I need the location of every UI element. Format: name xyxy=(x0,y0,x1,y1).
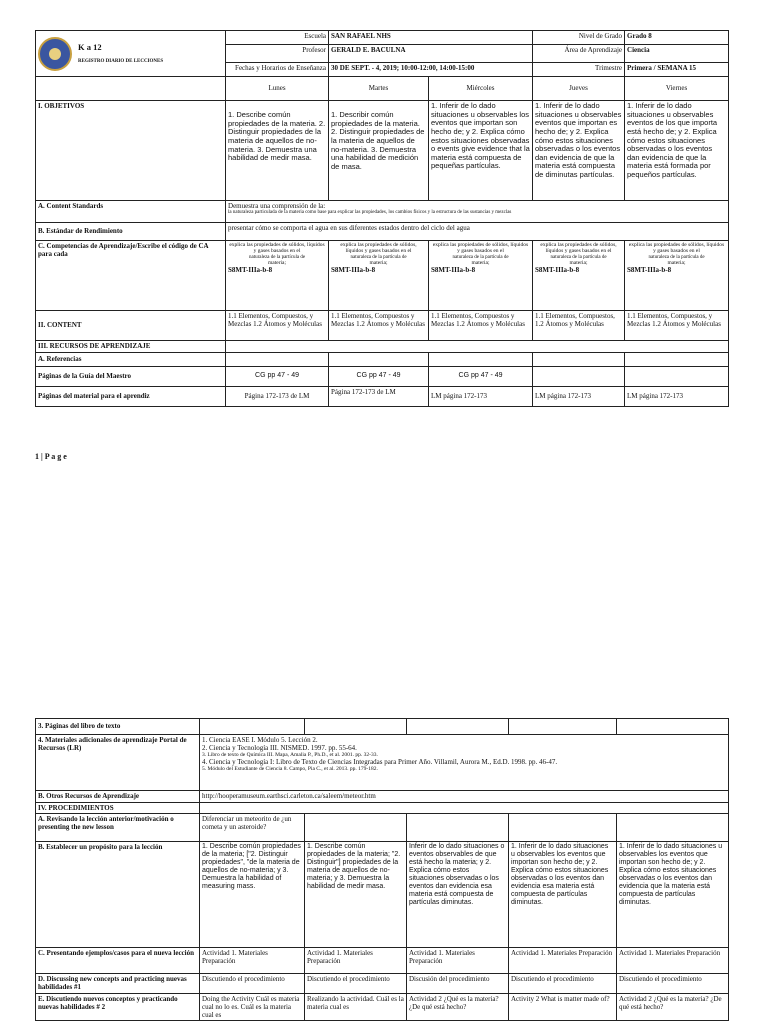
objective-thu: 1. Inferir de lo dado situaciones u observables eventos que importan es hecho de; y 2. Explica cómo estos situaciones observadas o los eventos dan evidencia de que la materia está compuesta de diminutas partículas. xyxy=(533,101,625,201)
objective-tue: 1. Describir común propiedades de la materia. 2. Distinguir propiedades de la materia de aquellos de no-materia. 3. Demuestra una habilidad de medición de masa. xyxy=(329,101,429,201)
teacher-label: Profesor xyxy=(226,45,329,63)
school-value: SAN RAFAEL NHS xyxy=(329,31,533,45)
competency-tail: materia; xyxy=(569,260,588,267)
rv-thu xyxy=(509,814,617,842)
discuss-thu: Discutiendo el procedimiento xyxy=(509,974,617,994)
content-label: II. CONTENT xyxy=(36,311,226,341)
review-lesson-value: Diferenciar un meteorito de ¿un cometa y un asteroide? xyxy=(200,814,305,842)
tb-mon xyxy=(200,719,305,735)
competency-mon xyxy=(226,241,329,311)
guide-pages-tue: CG pp 47 - 49 xyxy=(329,367,429,387)
objective-fri: 1. Inferir de lo dado situaciones u observables eventos de los que importa está hecho de; y 2. Explica cómo estos situaciones observadas o los eventos dan evidencia de que la materia está formada por pequeños partículas. xyxy=(625,101,729,201)
competency-tail: materia; xyxy=(471,260,490,267)
competency-text: explica las propiedades de sólidos, líquidos y gases basados en el xyxy=(432,242,529,255)
procedures-label: IV. PROCEDIMIENTOS xyxy=(36,803,200,814)
objective-wed: 1. Inferir de lo dado situaciones u observables los eventos que importan son hecho de; y 2. Explica cómo estos situaciones observadas o events give evidence that la materia está compuesta de pequeñas partículas. xyxy=(429,101,533,201)
student-pages-thu: LM página 172-173 xyxy=(533,387,625,407)
competency-tail: materia; xyxy=(667,260,686,267)
discuss2-mon: Doing the Activity Cuál es materia cual no lo es. Cuál es la materia cual es xyxy=(200,994,305,1021)
ref-blank-tue xyxy=(329,353,429,367)
purpose-mon: 1. Describe común propiedades de la materia; ["2. Distinguir propiedades", "de la materia de aquellos de no-materia; y 3. Demuestra la habilidad of measuring mass. xyxy=(200,842,305,948)
competency-thu xyxy=(533,241,625,311)
student-pages-tue: Página 172-173 de LM xyxy=(329,387,429,407)
competency-tail: materia; xyxy=(369,260,388,267)
dates-value: 30 DE SEPT. - 4, 2019; 10:00-12:00, 14:00-15:00 xyxy=(329,63,533,77)
procedures-blank xyxy=(200,803,729,814)
day-header-wed: Miércoles xyxy=(429,77,533,101)
ref-blank-thu xyxy=(533,353,625,367)
competency-code: S8MT-IIIa-b-8 xyxy=(535,266,580,275)
competency-fri xyxy=(625,241,729,311)
purpose-fri: 1. Inferir de lo dado situaciones u observables los eventos que importan son hecho de; y 2. Explica cómo estos situaciones observadas o los eventos dan evidencia que la materia está compuesta de partículas diminutas. xyxy=(617,842,729,948)
day-header-tue: Martes xyxy=(329,77,429,101)
content-standards-label: A. Content Standards xyxy=(36,201,226,223)
content-fri: 1.1 Elementos, Compuestos, y Mezclas 1.2 Átomos y Moléculas xyxy=(625,311,729,341)
ref-blank-mon xyxy=(226,353,329,367)
discuss-fri: Discutiendo el procedimiento xyxy=(617,974,729,994)
day-header-mon: Lunes xyxy=(226,77,329,101)
content-standards-line2: la naturaleza particulada de la materia como base para explicar las propiedades, los cambios físicos y la estructura de las sustancias y mezclas xyxy=(228,210,512,216)
objectives-label: I. OBJETIVOS xyxy=(36,101,226,201)
lesson-log-table xyxy=(35,30,729,407)
rv-wed xyxy=(407,814,509,842)
additional-item: 5. Módulo del Estudiante de Ciencia 8. Campo, Pia C., et al. 2013. pp. 179-182. xyxy=(202,766,378,773)
log-subtitle: REGISTRO DIARIO DE LECCIONES xyxy=(78,58,164,64)
day-header-fri: Viernes xyxy=(625,77,729,101)
discuss2-tue: Realizando la actividad. Cuál es la materia cual es xyxy=(305,994,407,1021)
content-mon: 1.1 Elementos, Compuestos, y Mezclas 1.2 Átomos y Moléculas xyxy=(226,311,329,341)
textbook-pages-label: 3. Páginas del libro de texto xyxy=(36,719,200,735)
examples-mon: Actividad 1. Materiales Preparación xyxy=(200,948,305,974)
area-label: Área de Aprendizaje xyxy=(533,45,625,63)
competency-small: naturaleza de la partícula de xyxy=(350,254,407,260)
content-thu: 1.1 Elementos, Compuestos, 1.2 Átomos y Moléculas xyxy=(533,311,625,341)
additional-materials-label: 4. Materiales adicionales de aprendizaje Portal de Recursos (LR) xyxy=(36,735,200,791)
competency-text: explica las propiedades de sólidos, líquidos y gases basados en el xyxy=(229,242,325,255)
dates-label: Fechas y Horarios de Enseñanza xyxy=(226,63,329,77)
discuss-tue: Discutiendo el procedimiento xyxy=(305,974,407,994)
grade-value: Grado 8 xyxy=(625,31,729,45)
competency-code: S8MT-IIIa-b-8 xyxy=(431,266,476,275)
competency-code: S8MT-IIIa-b-8 xyxy=(627,266,672,275)
tb-tue xyxy=(305,719,407,735)
additional-item: 1. Ciencia EASE I. Módulo 5. Lección 2. xyxy=(202,736,318,744)
guide-pages-thu xyxy=(533,367,625,387)
competency-text: explica las propiedades de sólidos, líquidos y gases basados en el xyxy=(340,242,417,255)
content-wed: 1.1 Elementos, Compuestos y Mezclas 1.2 Átomos y Moléculas xyxy=(429,311,533,341)
competency-small: naturaleza de la partícula de xyxy=(452,254,509,260)
page-two xyxy=(35,718,728,1021)
performance-label: B. Estándar de Rendimiento xyxy=(36,223,226,241)
additional-item: 2. Ciencia y Tecnología III. NISMED. 1997. pp. 55-64. xyxy=(202,744,357,753)
guide-pages-mon: CG pp 47 - 49 xyxy=(226,367,329,387)
review-lesson-label: A. Revisando la lección anterior/motivación o presenting the new lesson xyxy=(36,814,200,842)
quarter-label: Trimestre xyxy=(533,63,625,77)
discuss2-fri: Actividad 2 ¿Qué es la materia? ¿De qué está hecho? xyxy=(617,994,729,1021)
ref-blank-wed xyxy=(429,353,533,367)
competency-text: explica las propiedades de sólidos, líquidos y gases basados en el xyxy=(540,242,617,255)
tb-thu xyxy=(509,719,617,735)
performance-value: presentar cómo se comporta el agua en sus diferentes estados dentro del ciclo del agua xyxy=(226,223,729,241)
references-label: A. Referencias xyxy=(36,353,226,367)
discuss2-thu: Activity 2 What is matter made of? xyxy=(509,994,617,1021)
day-header-thu: Jueves xyxy=(533,77,625,101)
guide-pages-wed: CG pp 47 - 49 xyxy=(429,367,533,387)
rv-fri xyxy=(617,814,729,842)
competency-code: S8MT-IIIa-b-8 xyxy=(228,266,273,275)
competency-tue xyxy=(329,241,429,311)
deped-seal-icon xyxy=(38,37,72,71)
content-tue: 1.1 Elementos, Compuestos y Mezclas 1.2 Átomos y Moléculas xyxy=(329,311,429,341)
student-pages-wed: LM página 172-173 xyxy=(429,387,533,407)
other-resources-link[interactable]: http://hooperamuseum.earthsci.carleton.ca/saleem/meteor.htm xyxy=(200,791,729,803)
examples-thu: Actividad 1. Materiales Preparación xyxy=(509,948,617,974)
additional-materials-list xyxy=(200,735,729,791)
discuss-label: D. Discussing new concepts and practicing nuevas habilidades #1 xyxy=(36,974,200,994)
competency-code: S8MT-IIIa-b-8 xyxy=(331,266,376,275)
content-standards-value xyxy=(226,201,729,223)
purpose-wed: Inferir de lo dado situaciones o eventos observables de que está hecho la materia; y 2. Explica cómo estos situaciones observadas o los eventos dan evidencia esa materia está compuesta de partículas diminutas. xyxy=(407,842,509,948)
examples-label: C. Presentando ejemplos/casos para el nueva lección xyxy=(36,948,200,974)
competency-tail: materia; xyxy=(268,260,287,267)
grade-title: K a 12 xyxy=(78,41,102,52)
discuss2-label: E. Discutiendo nuevos conceptos y practicando nuevas habilidades # 2 xyxy=(36,994,200,1021)
competency-small: naturaleza de la partícula de xyxy=(550,254,607,260)
student-pages-mon: Página 172-173 de LM xyxy=(226,387,329,407)
discuss2-wed: Actividad 2 ¿Qué es la materia? ¿De qué está hecho? xyxy=(407,994,509,1021)
examples-fri: Actividad 1. Materiales Preparación xyxy=(617,948,729,974)
teacher-value: GERALD E. BACULNA xyxy=(329,45,533,63)
purpose-tue: 1. Describe común propiedades de la materia; "2. Distinguir"] propiedades de la materia de aquellos de no-materia; y 3. Demuestra la habilidad de medir masa. xyxy=(305,842,407,948)
competency-text: explica las propiedades de sólidos, líquidos y gases basados en el xyxy=(628,242,725,255)
examples-tue: Actividad 1. Materiales Preparación xyxy=(305,948,407,974)
resources-label: III. RECURSOS DE APRENDIZAJE xyxy=(36,341,226,353)
guide-pages-fri xyxy=(625,367,729,387)
page-number: 1 | P a g e xyxy=(35,452,67,461)
competency-small: naturaleza de la partícula de xyxy=(648,254,705,260)
student-pages-fri: LM página 172-173 xyxy=(625,387,729,407)
additional-item: 4. Ciencia y Tecnología I: Libro de Texto de Ciencias Integradas para Primer Año. Villamil, Aurora M., Ed.D. 1998. pp. 46-47. xyxy=(202,758,558,767)
day-header-blank xyxy=(36,77,226,101)
discuss-wed: Discusión del procedimiento xyxy=(407,974,509,994)
content-standards-line1: Demuestra una comprensión de la: xyxy=(228,202,326,210)
procedures-table xyxy=(35,718,729,1021)
resources-blank xyxy=(226,341,729,353)
additional-item: 3. Libro de texto de Química III. Mapa, Amalia P., Ph.D., et al. 2001. pp. 32-33. xyxy=(202,752,378,759)
student-pages-label: Páginas del material para el aprendiz xyxy=(36,387,226,407)
purpose-label: B. Establecer un propósito para la lección xyxy=(36,842,200,948)
purpose-thu: 1. Inferir de lo dado situaciones u observables los eventos que importan son hecho de; y 2. Explica cómo estos situaciones observadas o los eventos dan evidencia esa materia está compuesta de partículas diminutas. xyxy=(509,842,617,948)
competency-wed xyxy=(429,241,533,311)
tb-wed xyxy=(407,719,509,735)
competency-small: naturaleza de la partícula de xyxy=(248,254,306,260)
area-value: Ciencia xyxy=(625,45,729,63)
competencies-label: C. Competencias de Aprendizaje/Escribe el código de CA para cada xyxy=(36,241,226,311)
guide-pages-label: Páginas de la Guía del Maestro xyxy=(36,367,226,387)
examples-wed: Actividad 1. Materiales Preparación xyxy=(407,948,509,974)
objective-mon: 1. Describe común propiedades de la materia. 2. Distinguir propiedades de la materia de aquellos de no-materia. 3. Demuestra una habilidad de medir masa. xyxy=(226,101,329,201)
grade-label: Nivel de Grado xyxy=(533,31,625,45)
ref-blank-fri xyxy=(625,353,729,367)
other-resources-label: B. Otros Recursos de Aprendizaje xyxy=(36,791,200,803)
quarter-value: Primera / SEMANA 15 xyxy=(625,63,729,77)
header-brand xyxy=(36,31,226,77)
discuss-mon: Discutiendo el procedimiento xyxy=(200,974,305,994)
school-label: Escuela xyxy=(226,31,329,45)
tb-fri xyxy=(617,719,729,735)
rv-tue xyxy=(305,814,407,842)
page-one xyxy=(35,30,728,407)
